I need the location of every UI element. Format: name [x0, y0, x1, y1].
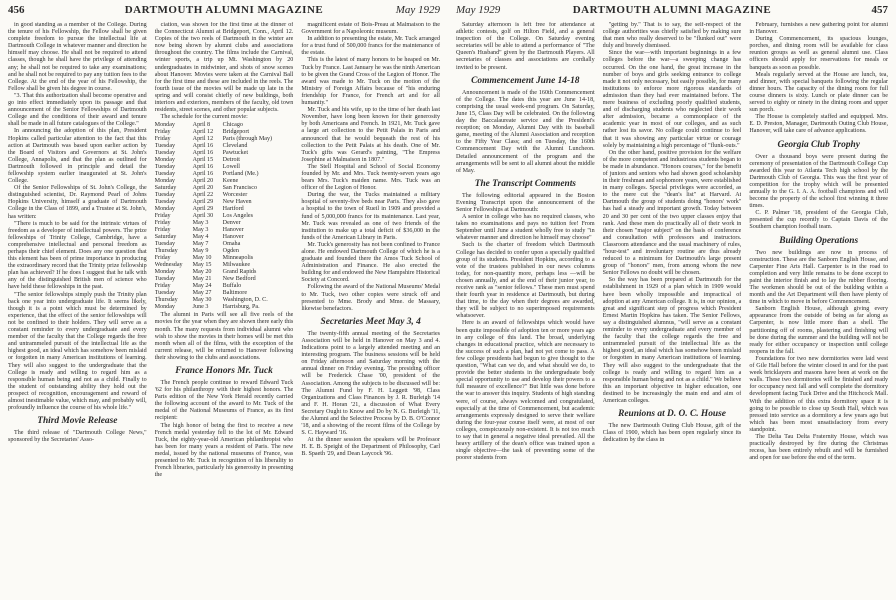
schedule-date: May 10: [192, 255, 212, 262]
paragraph: The French people continue to reward Edward Tuck '62 for his philanthropy with their highest honors. The Paris edition of the New York Herald recently carried the following account of the award to Mr. Tuck of the medal of the National Museums of France, as its first recipient:: [154, 379, 294, 422]
schedule-row: [155, 136, 294, 143]
schedule-place: Grand Rapids: [222, 269, 257, 276]
paragraph: "There is much to be said for the intrinsic virtues of freedom as a developer of intellectual powers. The prize fellowships of Trinity College, Cambridge, have a comprehensive intellectual and personal freedom as perhaps their chief element. Does any one question that this element has been of prime importance in producing the extraordinary record that the Trinity prize fellowship plan has achieved? If he does I suggest that he talk with any of the distinguished British men of science who have held these fellowships in the past.: [8, 220, 147, 291]
schedule-date: May 24: [192, 283, 212, 290]
paragraph: in good standing as a member of the College. During the tenure of his Fellowship, the Fellow shall be given complete freedom to pursue the intellectual life at Dartmouth College in whatever manner and direction he himself may choose. He shall not be required to attend classes, though he shall have the privilege of attending any; he shall not be required to take any examinations; and he shall not be required to pay any tuition fees to the College. At the end of the year of his Fellowship, the Fellow shall be given his degree in course.: [8, 22, 147, 92]
paragraph: Of the Senior Fellowships of St. John's College, the distinguished scientist, Dr. Raymond Pearl of Johns Hopkins University, himself a graduate of Dartmouth College in the Class of 1899, and a Trustee at St. John's, has written:: [8, 185, 147, 220]
paragraph: C. P. Palmer '18, president of the Georgia Club, presented the cup recently to Captain Davis of the Southern champion football team.: [749, 210, 889, 231]
magazine-title: DARTMOUTH ALUMNI MAGAZINE: [572, 4, 772, 16]
schedule-day: Monday: [154, 304, 175, 311]
paragraph: Sanborn English House, although giving every appearance from the outside of being as far along as Carpenter, is now little more than a shell. The partitioning off of rooms, plastering and finishing will be done during the summer and the building will not be ready for either occupancy or inspection until college reopens in the fall.: [749, 306, 889, 355]
schedule-date: May 21: [192, 276, 212, 283]
schedule-place: Hanover: [222, 227, 244, 234]
schedule-row: [155, 248, 294, 255]
schedule-day: Friday: [154, 213, 171, 220]
paragraph: Following the award of the National Museums' Medal to Mr. Tuck, two other copies were struck off and presented to Mme. Brody and Mme. de Massary, likewise benefactors.: [301, 284, 441, 312]
schedule-day: Tuesday: [154, 199, 176, 206]
left-header: [8, 4, 440, 18]
schedule-date: May 3: [192, 220, 209, 227]
paragraph: Two new buildings are now in process of construction. These are the Sanborn English House, and Carpenter Fine Arts Hall. Carpenter is in the road to completion and very little remains to be done except to paint the interior finish and to lay the rubber flooring. The workmen should be out of the building within a month and the Art Department will then have plenty of time in which to move in before Commencement.: [749, 249, 889, 306]
section-heading: France Honors Mr. Tuck: [175, 365, 273, 376]
section-heading: Commencement June 14-18: [471, 75, 580, 86]
paragraph: The new Dartmouth Outing Club House, gift of the Class of 1900, which has been open regularly since its dedication by the class in: [602, 423, 742, 444]
schedule-date: April 15: [192, 157, 214, 164]
schedule-row: [155, 262, 294, 269]
paragraph: The following editorial appeared in the Boston Evening Transcript upon the announcement of the Senior Fellowships at Dartmouth:: [456, 192, 595, 213]
schedule-row: [155, 150, 294, 157]
schedule-place: Hartford: [222, 206, 244, 213]
schedule-day: Friday: [154, 227, 171, 234]
paragraph: "getting by." That is to say, the self-respect of the college authorities was chiefly satisfied by making sure that men who really deserved to be "flunked out" were duly and bravely dismissed.: [602, 22, 742, 50]
schedule-place: Worcester: [222, 192, 248, 199]
schedule-place: New Bedford: [222, 276, 256, 283]
schedule-date: May 7: [192, 241, 209, 248]
schedule-date: April 22: [192, 192, 214, 199]
paragraph: In announcing the adoption of this plan, President Hopkins called particular attention to the fact that this action at Dartmouth was based upon earlier action by the Board of Visitors and Governors at St. John's College, Annapolis, and that the plan as outlined for Dartmouth followed in principle and detail the fellowship system earlier inaugurated at St. John's College.: [8, 128, 147, 185]
paragraph: Saturday afternoon is left free for attendance at athletic contests, golf on Hilton Field, and a general inspection of the College. On Saturday evening secretaries will be able to attend a performance of "The Queen's Husband" given by the Dartmouth Players. All secretaries of classes and associations are cordially invited to be present.: [456, 22, 595, 71]
paragraph: At the dinner session the speakers will be Professor H. E. B. Speight of the Department of Philosophy, Carl B. Spaeth '29, and Dean Laycock '96.: [301, 437, 441, 458]
magazine-title: DARTMOUTH ALUMNI MAGAZINE: [124, 4, 324, 16]
schedule-date: April 16: [192, 150, 214, 157]
schedule-row: [155, 241, 294, 248]
section-heading: Third Movie Release: [37, 416, 118, 427]
paragraph: On the other hand, positive provision for the welfare of the more competent and industrious students began to be made in abundance. "Honors courses," for the benefit of juniors and seniors who had shown good scholarship in their freshman and sophomore years, were established in many colleges. Special privileges were accorded, as to the mere cut the "dean's list" at Harvard. At Dartmouth the group of students doing "honors' work" has had a steady and important growth. Today between 20 and 30 per cent of the two upper classes enjoy that rank. And these men do practically all of their work in their chosen "major subject" on the basis of conference and consultation with professors and instructors. Classroom attendance and the usual machinery of rules, "hour-test" and involuntary routine are thus already reduced to a minimum for Dartmouth's large present group of "honors" men, from among whom the new Senior Fellows no doubt will be chosen.: [602, 149, 742, 277]
schedule-day: Tuesday: [154, 164, 176, 171]
column: [8, 22, 147, 594]
paragraph: A senior in college who has no required classes, who takes no examinations and pays no tuition fee! From September until June a student wholly free to study "in whatever manner and direction he himself may choose": [456, 214, 595, 242]
paragraph: The alumni in Paris will see all five reels of the movies for the year when they are shown there early this month. The many requests from individual alumni who wish to show the movies in their homes will be met this month when all of the films, with the exception of the current release, will be returned to Hanover following their showing to the clubs and associations.: [154, 312, 294, 361]
schedule-date: April 29: [192, 206, 214, 213]
schedule-row: [155, 220, 294, 227]
schedule-row: [155, 304, 294, 311]
schedule-place: Los Angeles: [222, 213, 253, 220]
column: [456, 22, 595, 594]
right-columns: [456, 22, 888, 594]
issue-date: May 1929: [395, 4, 440, 16]
paragraph: This is the latest of many honors to be heaped on Mr. Tuck by France. Last January he was the ninth American to be given the Grand Cross of the Legion of Honor. The award was made to Mr. Tuck on the motion of the Ministry of Foreign Affairs because of "his enduring friendship for France, for French art and for all humanity.": [301, 57, 441, 107]
schedule-place: Portland (Me.): [222, 171, 259, 178]
schedule-day: Monday: [154, 206, 175, 213]
schedule-row: [155, 185, 294, 192]
schedule-place: Pawtucket: [222, 150, 249, 157]
schedule-date: April 16: [192, 143, 214, 150]
paragraph: Foundations for two new dormitories were laid west of Gile Hall before the winter closed in and for the past week bricklayers and masons have been at work on the walls. These two dormitories will be finished and ready for occupancy next fall and will complete the dormitory development facing Tuck Drive and the Hitchcock Mall. With the addition of this extra dormitory space it is going to be possible to close up South Hall, which was pressed into service as a dormitory a few years ago but which has been most unsatisfactory from every standpoint.: [749, 355, 889, 433]
schedule-place: Bridgeport: [222, 129, 250, 136]
page-number: 456: [8, 4, 25, 16]
schedule-day: Monday: [154, 122, 175, 129]
paragraph: Here is an award of fellowships which would have been quite impossible of adoption ten or more years ago in any college of this land. The broad, underlying changes in educational practice, which are necessary to the success of such a plan, had not yet come to pass. A few college presidents had begun to give thought to the question, "What can we do, and what should we do, to provide the better students in the undergraduate body special opportunity to use and develop their powers to a full measure of excellence?" But little was done before the war to answer this inquiry. Students of high standing were, of course, always welcomed and congratulated, especially at the time of Commencement, but academic arrangements expressly designed to serve their welfare during the four-year course itself were, at most of our colleges, conspicuously non-existent. It is not too much to say that in general a negative ideal prevailed. All the heavy artillery of the dean's office was trained upon a single objective—the task of preventing some of the poorer students from: [456, 320, 595, 462]
schedule-place: New Haven: [222, 199, 252, 206]
schedule-row: [155, 213, 294, 220]
section-heading: Building Operations: [779, 235, 859, 246]
paragraph: The third release of "Dartmouth College News," sponsored by the Secretaries' Asso-: [8, 430, 147, 444]
schedule-date: April 8: [192, 122, 211, 129]
schedule-row: [155, 122, 294, 129]
schedule-day: Tuesday: [154, 150, 176, 157]
schedule-date: April 16: [192, 171, 214, 178]
section-heading: Secretaries Meet May 3, 4: [320, 316, 421, 327]
schedule-place: Baltimore: [222, 290, 248, 297]
schedule-date: May 30: [192, 297, 212, 304]
paragraph: February, furnishes a new gathering point for alumni in Hanover.: [749, 22, 889, 36]
paragraph: ciation, was shown for the first time at the dinner of the Connecticut Alumni at Bridgeport, Conn., April 12. Copies of the two reels of Dartmouth in the winter are now being shown by alumni clubs and associations throughout the country. The films include the Carnival, winter sports, a trip up Mt. Washington by 20 undergraduates in midwinter, and shots of snow scenes about Hanover. Movies were taken at the Carnival Ball for the first time and these are included in the reels. The fourth issue of the movies will be made up late in the spring and will consist chiefly of new buildings, both interiors and exteriors, members of the faculty, old town residents, street scenes, and other popular subjects.: [154, 22, 294, 114]
paragraph: Such is the charter of freedom which Dartmouth College has decided to confer upon a specially qualified group of its students. President Hopkins, according to a vote of the trustees published in our news columns today, for non-quantity more, perhaps less —will be chosen annually, and at the end of their junior year, to receive rank as "senior fellows." These men must spend their fourth year in residence at Dartmouth, but during that time, to the day when their degrees are awarded, they will be subject to no superimposed requirements whatsoever.: [456, 242, 595, 320]
schedule-row: [155, 206, 294, 213]
schedule-day: Friday: [154, 136, 171, 143]
schedule-date: April 20: [192, 185, 214, 192]
section-heading: Reunions at D. O. C. House: [618, 409, 726, 420]
right-header: [456, 4, 888, 18]
schedule-row: [155, 143, 294, 150]
paragraph: The schedule for the current movie:: [160, 114, 248, 121]
schedule-day: Wednesday: [154, 262, 183, 269]
schedule-place: Ogden: [222, 248, 239, 255]
schedule-day: Tuesday: [154, 143, 176, 150]
paragraph: Over a thousand boys were present during the ceremony of presentation of the Dartmouth College Cup awarded this year to Atlanta Tech high school by the Dartmouth Club of Georgia. This was the first year of competition for the trophy which will be presented annually to the G. I. A. A. football champions and will become the property of the school first winning it three times.: [749, 153, 889, 210]
schedule-date: April 30: [192, 213, 214, 220]
paragraph: magnificent estate of Bois-Preau at Malmaison to the Government for a Napoleonic museum.: [301, 22, 441, 36]
schedule-day: Tuesday: [154, 290, 176, 297]
schedule-place: Detroit: [222, 157, 240, 164]
schedule-date: May 27: [192, 290, 212, 297]
paragraph: During Commencement, its spacious lounges, porches, and dining room will be available for class reunion groups as well as general alumni use. Class officers should apply for reservations for meals or banquets as soon as possible.: [749, 36, 889, 71]
paragraph: The Stell Hospital and School of Social Economy founded by Mr. and Mrs. Tuck twenty-seven years ago bears Mrs. Tuck's maiden name. Mrs. Tuck was an officer of the Legion of Honor.: [301, 163, 441, 192]
schedule-row: [155, 157, 294, 164]
paragraph: The Delta Tau Delta Fraternity House, which was practically destroyed by fire during the Christmas recess, has been entirely rebuilt and will be furnished and open for use before the end of the term.: [749, 433, 889, 462]
schedule-day: Monday: [154, 157, 175, 164]
schedule-row: [155, 283, 294, 290]
schedule-date: April 12: [192, 136, 214, 143]
schedule-day: Friday: [154, 255, 171, 262]
schedule-day: Monday: [154, 178, 175, 185]
column: [155, 22, 294, 594]
schedule-date: April 29: [192, 199, 214, 206]
schedule-day: Tuesday: [154, 171, 176, 178]
column: [749, 22, 888, 594]
schedule-place: Paris (through May): [222, 136, 273, 143]
schedule-day: Saturday: [154, 185, 177, 192]
schedule-row: [155, 178, 294, 185]
section-heading: Georgia Club Trophy: [777, 139, 860, 150]
page-number: 457: [871, 4, 888, 16]
schedule-date: April 16: [192, 164, 214, 171]
schedule-row: [155, 255, 294, 262]
schedule-date: June 3: [192, 304, 209, 311]
schedule-row: [155, 297, 294, 304]
section-heading: The Transcript Comments: [474, 178, 576, 189]
schedule-place: Washington, D. C.: [222, 297, 268, 304]
paragraph: During the war, the Tucks maintained a military hospital of seventy-five beds near Paris. They also gave a hospital to the town of Rueil in 1909 and provided a fund of 5,000,000 francs for its maintenance. Last year, Mr. Tuck was revealed as one of two friends of the institution to make up a total deficit of $36,000 in the funds of the American Library in Paris.: [301, 192, 441, 241]
schedule-day: Thursday: [154, 248, 178, 255]
schedule-place: Chicago: [222, 122, 243, 129]
schedule-date: May 9: [192, 248, 209, 255]
paragraph: "3. That this authorization shall become operative and go into effect immediately upon its passage and that announcement of the Senior Fellowships of Dartmouth College and the conditions of their award and tenure shall be made in all future catalogues of the College.": [8, 92, 147, 128]
schedule-place: Minneapolis: [222, 255, 254, 262]
schedule-day: Friday: [154, 220, 171, 227]
schedule-date: May 20: [192, 269, 212, 276]
schedule-row: [155, 290, 294, 297]
schedule-date: May 4: [192, 234, 209, 241]
schedule-place: Buffalo: [222, 283, 242, 290]
column: [603, 22, 742, 594]
schedule-day: Friday: [154, 129, 171, 136]
schedule-day: Monday: [154, 269, 175, 276]
schedule-day: Tuesday: [154, 192, 176, 199]
schedule-date: May 15: [192, 262, 212, 269]
paragraph: In addition to presenting the estate, Mr. Tuck arranged for a trust fund of 500,000 francs for the maintenance of the estate.: [301, 36, 441, 57]
issue-date: May 1929: [456, 4, 501, 16]
schedule-place: Harrisburg, Pa.: [222, 304, 260, 311]
paragraph: "The senior fellowships simply push the Trinity plan back one year into undergraduate life. It seems likely, though it is a point which must be determined by experience, that the effect of the senior fellowships will not be confined to their holders. They will serve as a constant reminder to every undergraduate and every member of the faculty that the College regards the free and untrammeled pursuit of the intellectual life as the highest good, an ideal which has somehow been mislaid or forgotten in many American institutions of learning. They will also suggest to the undergraduate that the College is ready and willing to regard him as a responsible human being and not as a child. Finally to the student of outstanding ability they hold out the prospect of recognition, encouragement and reward of almost inestimable value, which may, and probably will, profoundly influence the course of his whole life.": [8, 291, 147, 412]
paragraph: The twenty-fifth annual meeting of the Secretaries Association will be held in Hanover on May 3 and 4. Indications point to a largely attended meeting and an interesting program. The business sessions will be held on Friday afternoon and Saturday morning with the annual dinner on Friday evening. The presiding officer will be Frederick Chase '00, president of the Association. Among the subjects to be discussed will be: The Alumni Fund by F. H. Leggett '98, Class Organizations and Class Finances by J. R. Burleigh '14 and F. H. Horan '21, a discussion of What Every Secretary Ought to Know and Do by N. G. Burleigh '11, the Alumni and the Selective Process by D. B. O'Connor '18, and a showing of the recent films of the College by S. C. Hayward '16.: [301, 330, 441, 437]
schedule-day: Tuesday: [154, 241, 176, 248]
schedule-date: May 3: [192, 227, 209, 234]
right-page: [448, 0, 896, 600]
schedule-date: April 20: [192, 178, 214, 185]
schedule-place: Keene: [222, 178, 239, 185]
column: [301, 22, 440, 594]
schedule-place: Omaha: [222, 241, 241, 248]
paragraph: Since the war—with important beginnings in a few colleges before the war—a sweeping change has occurred. On the one hand, the great increase in the number of boys and girls seeking entrance to college made it not only necessary, but easily possible, for many institutions to enforce more rigorous standards of admission than they had ever maintained before. The mere business of excluding poorly qualified students, and of discharging students who neglected their work after admission, became a commonplace of the academic year in most of our colleges, and as such rather lost its savor. No college could continue to feel that it was showing any particular virtue or courage solely by maintaining a high percentage of "flunk-outs.": [602, 50, 742, 149]
schedule-row: [155, 171, 294, 178]
schedule-day: Thursday: [154, 297, 178, 304]
movie-schedule: [155, 122, 294, 311]
left-columns: [8, 22, 440, 594]
schedule-row: [155, 227, 294, 234]
paragraph: So the way has been prepared at Dartmouth for the establishment in 1929 of a plan which in 1909 would have been wholly impossible and impractical of adoption at any American college. It is, in our opinion, a great and significant step of progress which President Ernest Martin Hopkins has taken. The Senior Fellows, say a distinguished alumnus, "will serve as a constant reminder to every undergraduate and every member of the faculty that the college regards the free and untrammeled pursuit of the intellectual life as the highest good, an ideal which has somehow been mislaid or forgotten in many American institutions of learning. They will also suggest to the undergraduate that the college is ready and willing to regard him as a responsible human being and not as a child." We believe this an important objective in higher education, one destined to be increasingly the main end and aim of American colleges.: [602, 277, 742, 404]
schedule-row: [155, 234, 294, 241]
schedule-day: Tuesday: [154, 276, 176, 283]
schedule-row: [155, 192, 294, 199]
paragraph: Mr. Tuck's generosity has not been confined to France alone. He endowed Dartmouth College of which he is a graduate and founded there the Amos Tuck School of Administration and Finance. He also erected the building for and endowed the New Hampshire Historical Society at Concord.: [301, 241, 441, 284]
paragraph: Meals regularly served at the House are lunch, tea, and dinner, with special banquets following the regular dinner hours. The capacity of the dining room for full course dinners is sixty. Lunch or plate dinner can be served to eighty or ninety in the dining room and upper sun porch.: [749, 71, 889, 114]
paragraph: Announcement is made of the 160th Commencement of the College. The dates this year are June 14-18, comprising the usual week-end program. On Saturday, June 15, Class Day will be celebrated. On the following day the Baccalaureate service and the President's reception; on Monday, Alumni Day with its baseball game, meeting of the Alumni Association and reception to the Fifty Year Class; and on Tuesday, the 160th Commencement Day with the Alumni Luncheon. Detailed announcement of the program and the arrangements will be sent to all alumni about the middle of May.: [456, 89, 595, 174]
schedule-place: Lowell: [222, 164, 240, 171]
paragraph: Mr. Tuck and his wife, up to the time of her death last November, have long been known for their generosity by both Americans and French. In 1921, Mr. Tuck gave a large art collection to the Petit Palais in Paris and announced that he would bequeath the rest of his collection to the Petit Palais at his death. One of Mr. Tuck's gifts was Gerard's painting, "The Empress Josephine at Malmaison in 1807.": [301, 107, 441, 163]
schedule-place: Hanover: [222, 234, 244, 241]
schedule-place: San Francisco: [222, 185, 258, 192]
schedule-date: April 12: [192, 129, 214, 136]
schedule-place: Milwaukee: [222, 262, 251, 269]
schedule-place: Denver: [222, 220, 241, 227]
schedule-day: Friday: [154, 283, 171, 290]
schedule-place: Cleveland: [222, 143, 248, 150]
schedule-day: Saturday: [154, 234, 177, 241]
paragraph: The House is completely staffed and equipped. Mrs. E. D. Preston, Manager, Dartmouth Outing Club House, Hanover, will take care of advance applications.: [749, 114, 889, 135]
paragraph: The high honor of being the first to receive a new French medal yesterday fell to the lot of Mr. Edward Tuck, the eighty-year-old American philanthropist who has been for many years a resident of Paris. The new medal, issued by the national museums of France, was presented to Mr. Tuck in recognition of his liberality to French libraries, particularly his generosity in presenting the: [154, 422, 294, 479]
